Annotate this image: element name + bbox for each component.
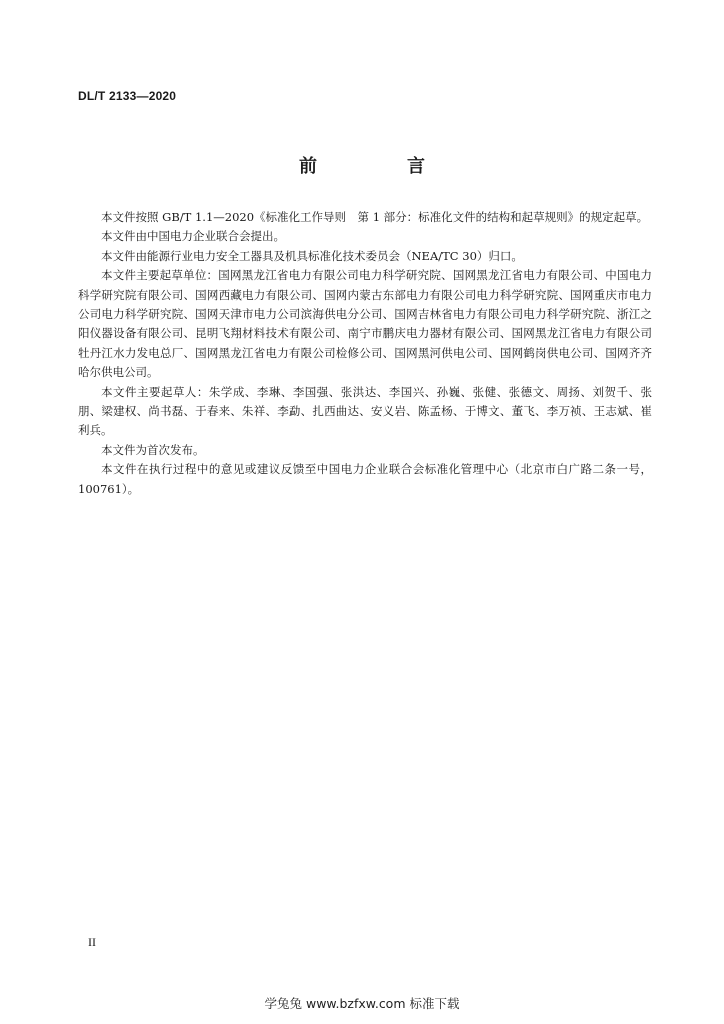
page-number: II xyxy=(88,935,96,949)
paragraph-drafting-units: 本文件主要起草单位：国网黑龙江省电力有限公司电力科学研究院、国网黑龙江省电力有限公司、中国电力科学研究院有限公司、国网西藏电力有限公司、国网内蒙古东部电力有限公司电力科学研究院、国网重庆市电力公司电力科学研究院、国网天津市电力公司滨海供电分公司、国网吉林省电力有限公司电力科学研究院、浙江之阳仪器设备有限公司、昆明飞翔材料技术有限公司、南宁市鹏庆电力器材有限公司、国网黑龙江省电力有限公司牡丹江水力发电总厂、国网黑龙江省电力有限公司检修公司、国网黑河供电公司、国网鹤岗供电公司、国网齐齐哈尔供电公司。 xyxy=(78,268,652,380)
standard-code: DL/T 2133—2020 xyxy=(78,89,177,103)
paragraph-committee: 本文件由能源行业电力安全工器具及机具标准化技术委员会（NEA/TC 30）归口。 xyxy=(101,248,523,263)
foreword-body xyxy=(78,208,652,499)
paragraph-drafters: 本文件主要起草人：朱学成、李琳、李国强、张洪达、李国兴、孙巍、张健、张德文、周扬、刘贺千、张朋、梁建权、尚书磊、于春来、朱祥、李勐、扎西曲达、安义岩、陈孟杨、于博文、董飞、李万祯、王志斌、崔利兵。 xyxy=(78,384,652,438)
watermark-text: 学兔兔 www.bzfxw.com 标准下载 xyxy=(264,996,460,1011)
paragraph-drafting-rules: 本文件按照 GB/T 1.1—2020《标准化工作导则 第 1 部分：标准化文件的结构和起草规则》的规定起草。 xyxy=(101,210,649,224)
paragraph-first-release: 本文件为首次发布。 xyxy=(101,442,205,457)
paragraph-proposer: 本文件由中国电力企业联合会提出。 xyxy=(101,229,285,244)
page-title: 前 言 xyxy=(299,156,461,177)
paragraph-feedback: 本文件在执行过程中的意见或建议反馈至中国电力企业联合会标准化管理中心（北京市白广路二条一号，100761）。 xyxy=(78,462,652,496)
